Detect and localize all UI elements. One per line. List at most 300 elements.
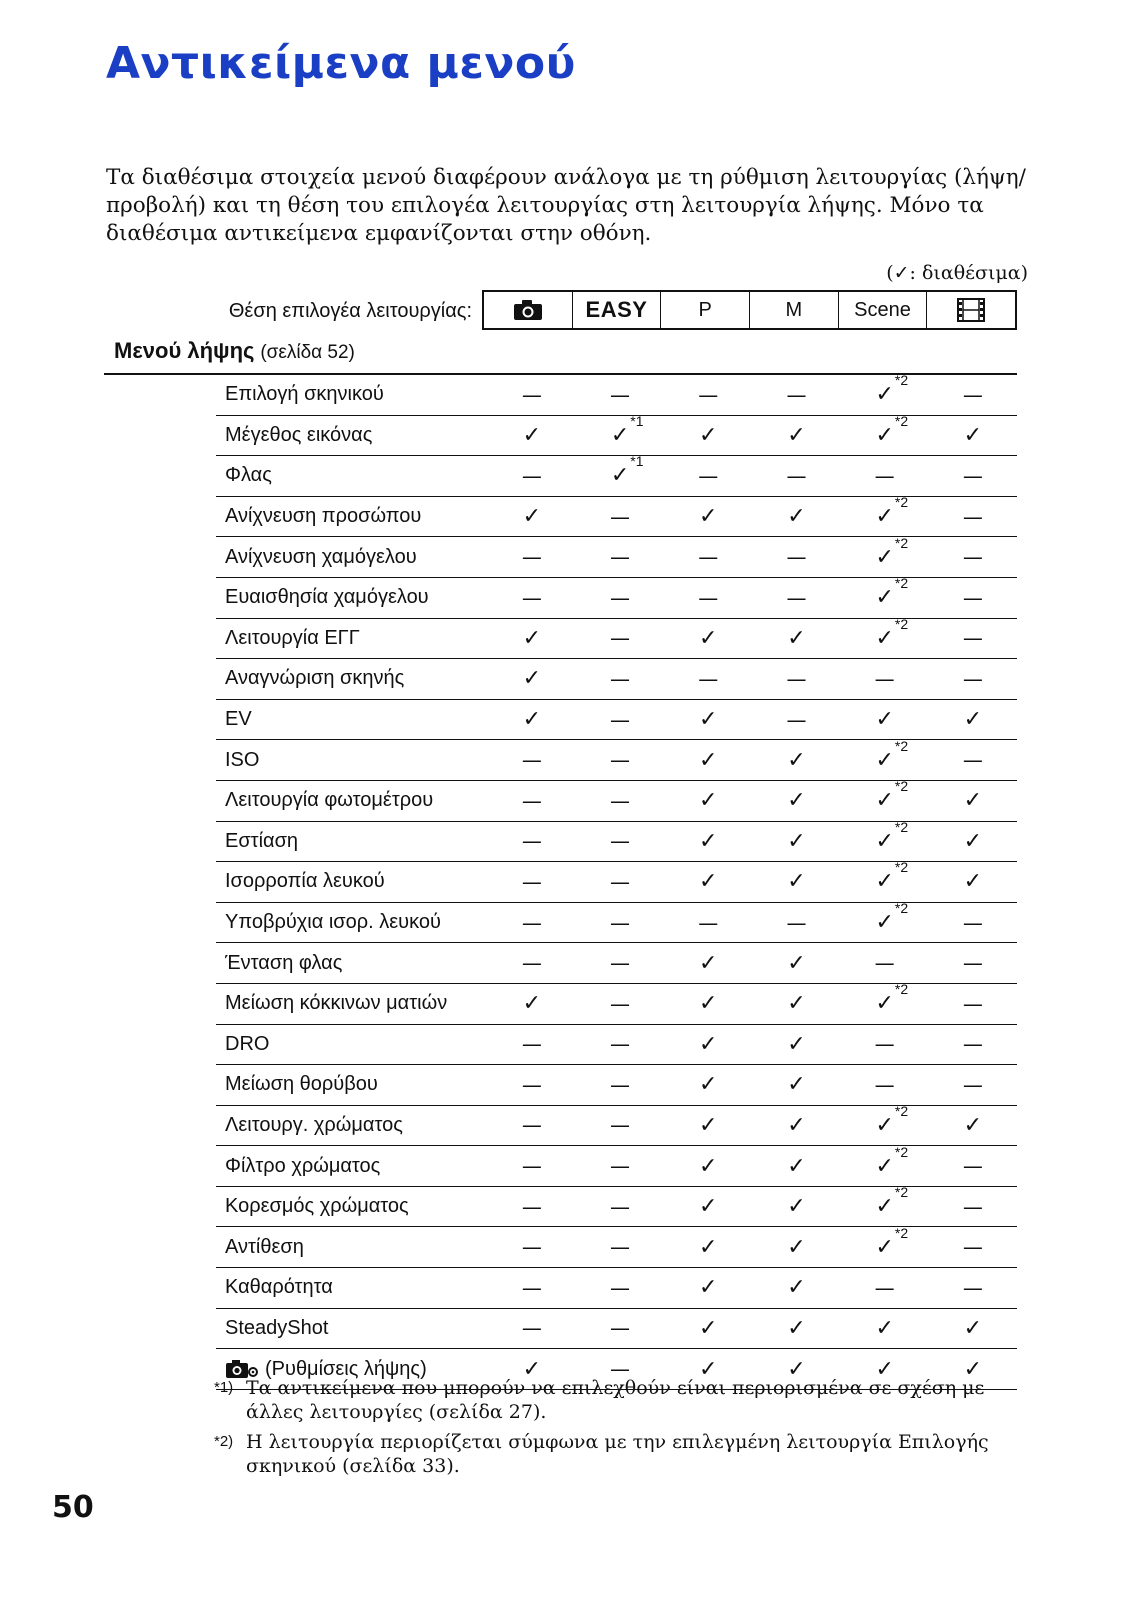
dash-mark: —: [610, 951, 631, 976]
check-mark: ✓: [522, 625, 542, 651]
row-label: [216, 789, 488, 812]
footnote-ref: *2: [894, 1184, 909, 1201]
check-mark: ✓: [699, 788, 718, 814]
cell-manual: [752, 1154, 840, 1179]
table-row: [216, 1065, 1017, 1106]
cell-program: [664, 1316, 752, 1341]
check-mark: ✓: [875, 1153, 894, 1179]
table-row: [216, 818, 1017, 863]
cell-easy: [576, 383, 664, 407]
dash-mark: —: [962, 1235, 983, 1260]
check-mark: ✓: [875, 991, 894, 1017]
cell-easy: [576, 992, 664, 1016]
cell-auto: [488, 748, 576, 772]
check-mark: ✓: [787, 625, 806, 651]
row-label-text: Αναγνώριση σκηνής: [225, 667, 405, 690]
cell-manual: [752, 667, 840, 691]
cell-easy: [576, 626, 664, 650]
cell-scene: [841, 1316, 929, 1341]
cell-program: [664, 504, 752, 529]
row-label-text: Αντίθεση: [225, 1235, 304, 1258]
table-row: [216, 1268, 1017, 1309]
dash-mark: —: [962, 504, 983, 529]
dash-mark: —: [521, 748, 542, 773]
check-mark: ✓: [787, 1234, 806, 1260]
cell-scene: [841, 412, 929, 448]
dash-mark: —: [521, 1194, 542, 1219]
section-heading: [114, 338, 355, 364]
table-row: [216, 534, 1017, 578]
dash-mark: —: [786, 545, 807, 570]
cell-movie: [929, 1276, 1017, 1300]
row-label-text: Ανίχνευση προσώπου: [225, 505, 422, 528]
cell-program: [664, 1032, 752, 1057]
dash-mark: —: [962, 585, 983, 610]
dash-mark: —: [962, 382, 983, 407]
cell-manual: [752, 545, 840, 569]
check-mark: ✓: [699, 422, 718, 448]
dash-mark: —: [610, 1316, 631, 1341]
cell-scene: [841, 859, 929, 895]
dash-mark: —: [610, 1072, 631, 1097]
check-mark: ✓: [787, 1153, 806, 1179]
check-mark: ✓: [875, 828, 894, 854]
check-mark: ✓: [699, 747, 718, 773]
cell-program: [664, 1235, 752, 1260]
page-title: Αντικείμενα μενού: [106, 38, 576, 89]
cell-auto: [488, 789, 576, 813]
row-label-text: Λειτουργία ΕΓΓ: [225, 626, 360, 649]
cell-easy: [576, 1032, 664, 1056]
cell-scene: [841, 778, 929, 814]
dash-mark: —: [610, 748, 631, 773]
dash-mark: —: [610, 1032, 631, 1057]
cell-auto: [488, 1316, 576, 1340]
check-mark: ✓: [610, 422, 630, 448]
footnote-mark: *1): [214, 1379, 234, 1396]
cell-auto: [488, 1113, 576, 1137]
cell-easy: [576, 1235, 664, 1259]
dash-mark: —: [610, 545, 631, 570]
cell-program: [664, 626, 752, 651]
row-label: [216, 424, 488, 447]
row-label-text: Φλας: [225, 464, 272, 487]
check-mark: ✓: [699, 1234, 718, 1260]
row-label: [216, 1195, 488, 1218]
section-page-ref: (σελίδα 52): [260, 342, 355, 363]
row-label: [216, 992, 488, 1015]
row-label: [216, 1317, 488, 1340]
row-label: [216, 1033, 488, 1056]
check-mark: ✓: [787, 1031, 806, 1057]
cell-easy: [576, 789, 664, 813]
footnote-ref: *2: [894, 372, 909, 389]
cell-auto: [488, 1195, 576, 1219]
dash-mark: —: [962, 463, 983, 488]
dash-mark: —: [521, 951, 542, 976]
row-label-text: Ένταση φλας: [225, 951, 343, 974]
check-mark: ✓: [963, 828, 983, 854]
check-mark: ✓: [963, 1356, 983, 1382]
dash-mark: —: [521, 382, 542, 407]
dash-mark: —: [786, 666, 807, 691]
row-label-text: SteadyShot: [225, 1316, 329, 1339]
check-mark: ✓: [522, 1356, 542, 1382]
legend-open: (: [886, 262, 894, 284]
dash-mark: —: [962, 1194, 983, 1219]
dash-mark: —: [874, 1275, 895, 1300]
table-row: [216, 494, 1017, 538]
dash-mark: —: [610, 910, 631, 935]
cell-scene: [841, 464, 929, 488]
cell-scene: [841, 900, 929, 936]
row-label-text: Λειτουργία φωτομέτρου: [225, 789, 434, 812]
check-mark: ✓: [787, 950, 806, 976]
footnote-ref: *2: [894, 859, 909, 876]
cell-manual: [752, 748, 840, 773]
row-label-text: Ανίχνευση χαμόγελου: [225, 545, 417, 568]
cell-manual: [752, 1113, 840, 1138]
check-mark: ✓: [875, 585, 894, 611]
cell-movie: [929, 505, 1017, 529]
check-mark: ✓: [522, 422, 542, 448]
table-row: [216, 1025, 1017, 1066]
cell-scene: [841, 1102, 929, 1138]
row-label: [216, 383, 488, 406]
cell-program: [664, 748, 752, 773]
check-mark: ✓: [699, 950, 718, 976]
row-label: [216, 911, 488, 934]
cell-movie: [929, 423, 1017, 448]
cell-movie: [929, 1113, 1017, 1138]
row-label: [216, 952, 488, 975]
check-mark: ✓: [787, 788, 806, 814]
check-mark: ✓: [787, 504, 806, 530]
cell-movie: [929, 788, 1017, 813]
check-mark: ✓: [963, 422, 983, 448]
check-mark: ✓: [699, 1356, 718, 1382]
dash-mark: —: [610, 626, 631, 651]
cell-scene: [841, 737, 929, 773]
cell-auto: [488, 707, 576, 732]
check-mark: ✓: [875, 747, 894, 773]
check-mark: ✓: [787, 1194, 806, 1220]
footnote-ref: *2: [894, 737, 909, 754]
cell-scene: [841, 575, 929, 611]
cell-manual: [752, 1032, 840, 1057]
check-mark: ✓: [875, 382, 894, 408]
check-mark: ✓: [699, 625, 718, 651]
dash-mark: —: [610, 829, 631, 854]
cell-easy: [576, 412, 664, 448]
check-mark: ✓: [699, 504, 718, 530]
footnote-mark: *2): [214, 1433, 234, 1450]
cell-auto: [488, 423, 576, 448]
cell-manual: [752, 586, 840, 610]
row-label-text: Υποβρύχια ισορ. λευκού: [225, 911, 441, 934]
check-mark: ✓: [522, 504, 542, 530]
table-row: [216, 372, 1017, 416]
dash-mark: —: [874, 666, 895, 691]
cell-auto: [488, 545, 576, 569]
dash-mark: —: [874, 951, 895, 976]
cell-program: [664, 1275, 752, 1300]
check-mark: ✓: [875, 869, 894, 895]
cell-easy: [576, 1276, 664, 1300]
table-row: [216, 1184, 1017, 1228]
table-row: [216, 737, 1017, 781]
cell-movie: [929, 626, 1017, 650]
row-label: [216, 870, 488, 893]
check-mark: ✓: [875, 1234, 894, 1260]
cell-auto: [488, 626, 576, 651]
dash-mark: —: [521, 1113, 542, 1138]
dash-mark: —: [962, 626, 983, 651]
cell-program: [664, 1194, 752, 1219]
footnote-ref: *2: [894, 534, 909, 551]
check-mark: ✓: [699, 1194, 718, 1220]
cell-manual: [752, 626, 840, 651]
cell-manual: [752, 788, 840, 813]
cell-auto: [488, 829, 576, 853]
dash-mark: —: [521, 910, 542, 935]
check-mark: ✓: [787, 1356, 806, 1382]
cell-movie: [929, 586, 1017, 610]
dash-mark: —: [610, 585, 631, 610]
dash-mark: —: [874, 1072, 895, 1097]
cell-manual: [752, 1072, 840, 1097]
check-mark: ✓: [787, 869, 806, 895]
cell-manual: [752, 1316, 840, 1341]
row-label-text: ISO: [225, 748, 260, 771]
dash-mark: —: [786, 910, 807, 935]
check-mark: ✓: [875, 788, 894, 814]
cell-easy: [576, 505, 664, 529]
footnote-ref: *2: [894, 575, 909, 592]
dash-mark: —: [521, 1316, 542, 1341]
check-mark: ✓: [875, 625, 894, 651]
cell-program: [664, 1113, 752, 1138]
check-mark: ✓: [787, 1275, 806, 1301]
cell-manual: [752, 1235, 840, 1260]
cell-easy: [576, 951, 664, 975]
check-mark: ✓: [699, 707, 718, 733]
cell-movie: [929, 1195, 1017, 1219]
footnote-ref: *2: [894, 778, 909, 795]
check-mark: ✓: [699, 1275, 718, 1301]
availability-legend: [886, 262, 1028, 284]
dash-mark: —: [962, 1032, 983, 1057]
movie-film-icon: [956, 297, 986, 323]
row-label: [216, 586, 488, 609]
row-label: [216, 546, 488, 569]
dash-mark: —: [610, 1275, 631, 1300]
cell-movie: [929, 707, 1017, 732]
cell-scene: [841, 981, 929, 1017]
cell-program: [664, 464, 752, 488]
table-row: [216, 1309, 1017, 1350]
check-mark: ✓: [699, 1315, 718, 1341]
footnote-ref: *1: [630, 412, 644, 429]
cell-auto: [488, 1235, 576, 1259]
cell-movie: [929, 1235, 1017, 1259]
cell-movie: [929, 1032, 1017, 1056]
cell-scene: [841, 1276, 929, 1300]
cell-easy: [576, 708, 664, 732]
row-label-text: Επιλογή σκηνικού: [225, 383, 384, 406]
dash-mark: —: [521, 1072, 542, 1097]
row-label-text: EV: [225, 708, 252, 731]
footnote-ref: *2: [894, 900, 909, 917]
row-label: [216, 627, 488, 650]
cell-program: [664, 667, 752, 691]
mode-manual: M: [749, 292, 838, 328]
check-mark: ✓: [963, 869, 983, 895]
cell-auto: [488, 464, 576, 488]
check-mark: ✓: [699, 1153, 718, 1179]
cell-manual: [752, 1194, 840, 1219]
dash-mark: —: [610, 1194, 631, 1219]
check-mark: ✓: [875, 1112, 894, 1138]
cell-easy: [576, 1195, 664, 1219]
dash-mark: —: [521, 585, 542, 610]
cell-easy: [576, 586, 664, 610]
dash-mark: —: [698, 463, 719, 488]
check-mark: ✓: [963, 707, 983, 733]
check-mark: ✓: [610, 463, 630, 489]
cell-manual: [752, 504, 840, 529]
table-row: [216, 778, 1017, 822]
cell-manual: [752, 829, 840, 854]
check-mark: ✓: [522, 666, 542, 692]
check-mark: ✓: [875, 422, 894, 448]
cell-easy: [576, 911, 664, 935]
dash-mark: —: [521, 1275, 542, 1300]
cell-scene: [841, 1143, 929, 1179]
table-row: [216, 981, 1017, 1025]
check-mark: ✓: [787, 1112, 806, 1138]
cell-easy: [576, 1154, 664, 1178]
dash-mark: —: [521, 1032, 542, 1057]
cell-auto: [488, 1154, 576, 1178]
row-label: [216, 1155, 488, 1178]
row-label-text: Μείωση κόκκινων ματιών: [225, 992, 448, 1015]
cell-scene: [841, 818, 929, 854]
table-row: [216, 615, 1017, 660]
table-row: [216, 659, 1017, 700]
mode-easy: EASY: [572, 292, 661, 328]
row-label-text: Εστίαση: [225, 829, 299, 852]
dash-mark: —: [786, 382, 807, 407]
cell-program: [664, 383, 752, 407]
table-row: [216, 1143, 1017, 1187]
check-mark: ✓: [875, 504, 894, 530]
cell-movie: [929, 545, 1017, 569]
cell-scene: [841, 1224, 929, 1260]
check-mark: ✓: [522, 991, 542, 1017]
camera-icon: [513, 299, 543, 321]
cell-scene: [841, 951, 929, 975]
mode-movie: [926, 292, 1015, 328]
cell-easy: [576, 829, 664, 853]
row-label: [216, 830, 488, 853]
row-label: [216, 1114, 488, 1137]
footnote-ref: *2: [894, 615, 909, 632]
footnote-ref: *2: [894, 818, 909, 835]
dash-mark: —: [521, 545, 542, 570]
cell-auto: [488, 951, 576, 975]
footnote-text: Τα αντικείμενα που μπορούν να επιλεχθούν είναι περιορισμένα σε σχέση με άλλες λειτουργίες (σελίδα 27).: [246, 1377, 985, 1423]
check-mark: ✓: [522, 707, 542, 733]
row-label-text: (Ρυθμίσεις λήψης): [265, 1357, 427, 1380]
dash-mark: —: [610, 991, 631, 1016]
check-mark: ✓: [699, 1112, 718, 1138]
row-label: [216, 708, 488, 731]
cell-manual: [752, 708, 840, 732]
dash-mark: —: [610, 1113, 631, 1138]
cell-scene: [841, 494, 929, 530]
cell-movie: [929, 1154, 1017, 1178]
check-mark: ✓: [875, 1315, 894, 1341]
cell-scene: [841, 667, 929, 691]
cell-manual: [752, 911, 840, 935]
cell-program: [664, 586, 752, 610]
dash-mark: —: [698, 382, 719, 407]
mode-scene: Scene: [838, 292, 927, 328]
check-mark: ✓: [699, 828, 718, 854]
check-mark: ✓: [699, 869, 718, 895]
cell-program: [664, 788, 752, 813]
cell-program: [664, 911, 752, 935]
dash-mark: —: [521, 788, 542, 813]
dash-mark: —: [962, 951, 983, 976]
cell-easy: [576, 1073, 664, 1097]
footnote-ref: *2: [894, 1102, 909, 1119]
cell-manual: [752, 423, 840, 448]
menu-availability-table: [216, 372, 1017, 1390]
check-mark: ✓: [875, 544, 894, 570]
cell-scene: [841, 1073, 929, 1097]
cell-movie: [929, 667, 1017, 691]
dash-mark: —: [962, 748, 983, 773]
row-label: [216, 749, 488, 772]
dash-mark: —: [786, 585, 807, 610]
cell-easy: [576, 453, 664, 489]
dash-mark: —: [610, 1357, 631, 1382]
dash-mark: —: [786, 707, 807, 732]
dash-mark: —: [521, 1154, 542, 1179]
row-label: [216, 667, 488, 690]
mode-program: P: [660, 292, 749, 328]
dash-mark: —: [610, 666, 631, 691]
row-label: [216, 1276, 488, 1299]
cell-movie: [929, 1316, 1017, 1341]
cell-movie: [929, 992, 1017, 1016]
dash-mark: —: [521, 829, 542, 854]
table-row: [216, 1224, 1017, 1268]
dash-mark: —: [610, 504, 631, 529]
table-row: [216, 412, 1017, 457]
dash-mark: —: [962, 545, 983, 570]
dash-mark: —: [874, 463, 895, 488]
row-label-text: Κορεσμός χρώματος: [225, 1195, 409, 1218]
footnote-text: Η λειτουργία περιορίζεται σύμφωνα με την επιλεγμένη λειτουργία Επιλογής σκηνικού (σελίδα 33).: [246, 1431, 989, 1477]
dash-mark: —: [962, 910, 983, 935]
cell-auto: [488, 1276, 576, 1300]
row-label-text: Μέγεθος εικόνας: [225, 423, 373, 446]
cell-program: [664, 951, 752, 976]
footnote: [214, 1430, 1014, 1478]
